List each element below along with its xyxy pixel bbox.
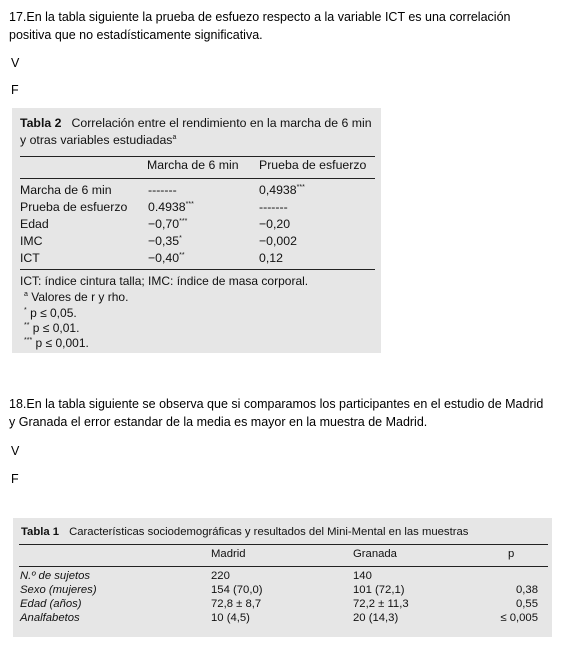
table-2-label: Tabla 2	[20, 116, 62, 130]
table-2-footnote: ** p ≤ 0,01.	[24, 321, 80, 335]
table-2-cell: 0,4938***	[259, 183, 305, 197]
table-2-cell: -------	[259, 200, 288, 214]
table-2-row-label: Marcha de 6 min	[20, 183, 112, 197]
table-2-cell: −0,35*	[148, 234, 182, 248]
table-2-cell: 0,12	[259, 251, 283, 265]
table-2-header-prueba: Prueba de esfuerzo	[259, 158, 367, 172]
table-1-cell: 101 (72,1)	[353, 584, 405, 596]
table-2-row-label: ICT	[20, 251, 40, 265]
table-1-header-madrid: Madrid	[211, 548, 246, 560]
table-1-cell: 72,8 ± 8,7	[211, 598, 262, 610]
question-18-option-v[interactable]: V	[11, 444, 20, 458]
table-2-header-marcha: Marcha de 6 min	[147, 158, 239, 172]
table-2-footnote: $^a$ Valores de r y rho.	[24, 290, 129, 304]
table-2-footnote: * p ≤ 0,05.	[24, 306, 77, 320]
question-17-option-f[interactable]: F	[11, 83, 19, 97]
table-2-image	[12, 108, 381, 353]
table-1-title	[21, 526, 468, 538]
table-2-header-rule	[20, 178, 375, 179]
table-1-row-label: Edad (años)	[20, 598, 82, 610]
table-1-top-rule	[19, 544, 548, 545]
table-1-cell: 220	[211, 570, 230, 582]
question-18-option-f[interactable]: F	[11, 472, 19, 486]
table-2-top-rule	[20, 156, 375, 157]
table-2-bottom-rule	[20, 269, 375, 270]
table-2-caption-sup: a	[172, 134, 177, 141]
table-2-cell: −0,40**	[148, 251, 185, 265]
table-1-caption: Características sociodemográficas y resultados del Mini-Mental en las muestras	[69, 526, 469, 538]
table-2-row-label: Edad	[20, 217, 49, 231]
table-1-cell: 10 (4,5)	[211, 612, 250, 624]
table-2-title	[20, 115, 376, 149]
table-1-cell: 0,55	[516, 598, 538, 610]
table-2-row-label: IMC	[20, 234, 43, 248]
table-2-cell: 0.4938***	[148, 200, 194, 214]
table-1-row-label: Sexo (mujeres)	[20, 584, 97, 596]
question-17-option-v[interactable]: V	[11, 56, 20, 70]
table-1-cell: 140	[353, 570, 372, 582]
table-1-header-rule	[19, 566, 548, 567]
table-2-cell: -------	[148, 183, 177, 197]
question-18-text: 18.En la tabla siguiente se observa que si comparamos los participantes en el estudio de Madrid y Granada el error estandar de la media es mayor en la muestra de Madrid.	[9, 397, 544, 429]
table-1-cell: 20 (14,3)	[353, 612, 399, 624]
table-1-cell: 154 (70,0)	[211, 584, 263, 596]
table-1-cell: 0,38	[516, 584, 538, 596]
table-1-label: Tabla 1	[21, 526, 60, 538]
table-2-row-label: Prueba de esfuerzo	[20, 200, 128, 214]
table-1-image	[13, 518, 552, 637]
table-2-footnote: *** p ≤ 0,001.	[24, 336, 89, 350]
table-2-caption: Correlación entre el rendimiento en la marcha de 6 min y otras variables estudiadas	[20, 116, 372, 147]
table-2-cell: −0,20	[259, 217, 291, 231]
table-2-cell: −0,70***	[148, 217, 188, 231]
table-2-cell: −0,002	[259, 234, 297, 248]
table-1-cell: ≤ 0,005	[500, 612, 538, 624]
table-1-cell: 72,2 ± 11,3	[353, 598, 409, 610]
question-17-text: 17.En la tabla siguiente la prueba de esfuezo respecto a la variable ICT es una correlación positiva que no estadísticamente significativa.	[9, 10, 511, 42]
table-2-footnote: ICT: índice cintura talla; IMC: índice de masa corporal.	[20, 274, 309, 288]
table-1-header-granada: Granada	[353, 548, 397, 560]
table-1-row-label: N.º de sujetos	[20, 570, 91, 582]
table-1-row-label: Analfabetos	[20, 612, 80, 624]
table-1-header-p: p	[508, 548, 515, 560]
